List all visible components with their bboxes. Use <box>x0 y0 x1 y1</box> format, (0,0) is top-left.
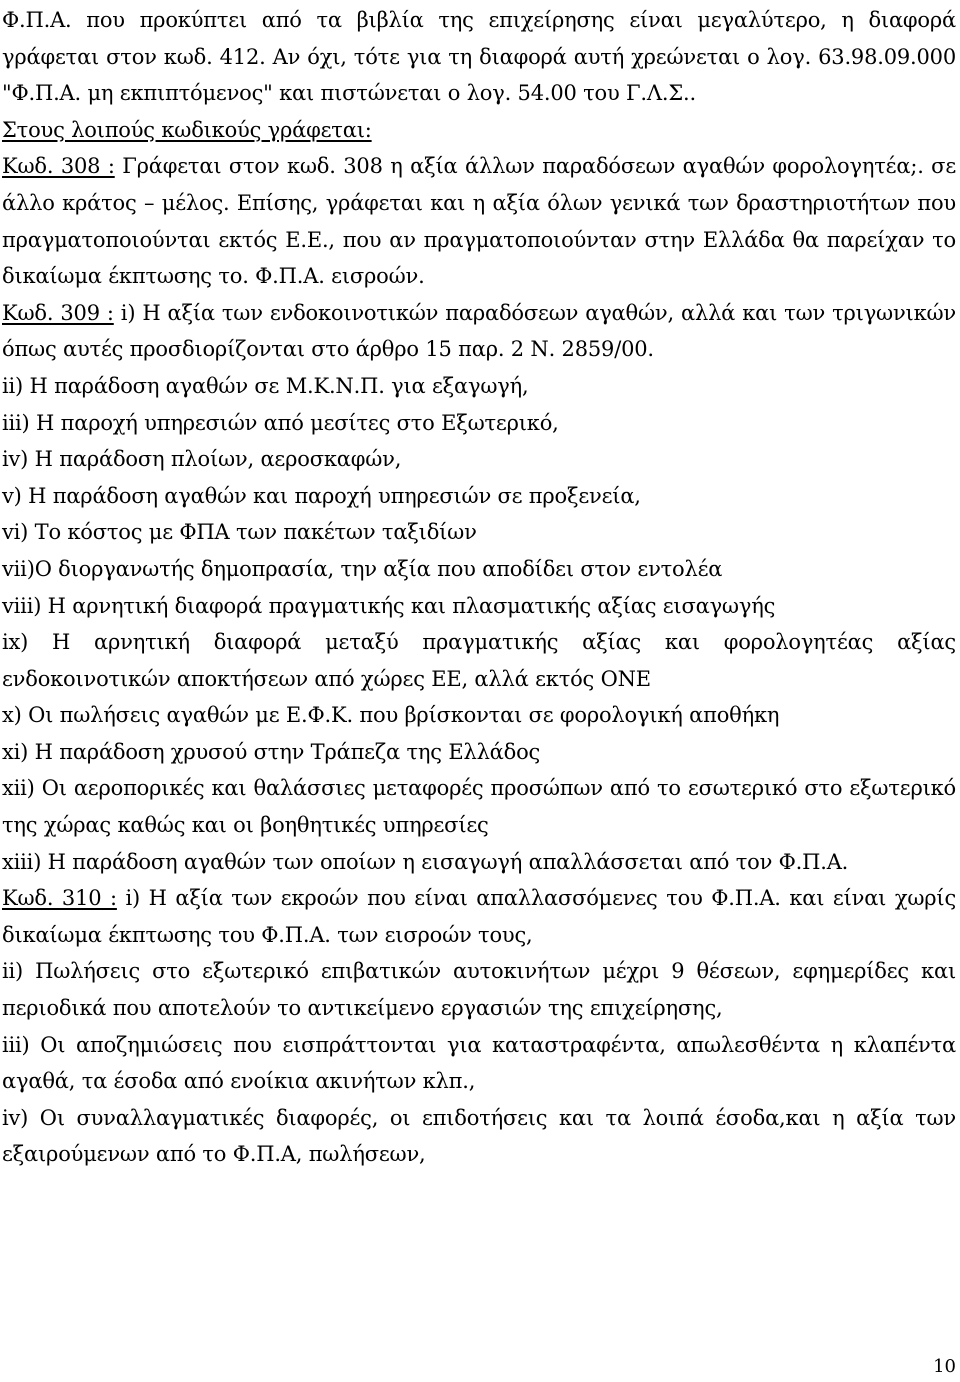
code-310-item: iii) Οι αποζημιώσεις που εισπράττονται για καταστραφέντα, απωλεσθέντα η κλαπέντα αγαθά, τα έσοδα από ενοίκια ακινήτων κλπ., <box>2 1032 956 1094</box>
code-309-item: ix) Η αρνητική διαφορά μεταξύ πραγματικής αξίας και φορολογητέας αξίας ενδοκοινοτικών αποκτήσεων από χώρες ΕΕ, αλλά εκτός ΟΝΕ <box>2 630 956 691</box>
code-309-item: v) Η παράδοση αγαθών και παροχή υπηρεσιών σε προξενεία, <box>2 483 641 508</box>
code-309-item: viii) Η αρνητική διαφορά πραγματικής και πλασματικής αξίας εισαγωγής <box>2 593 776 618</box>
code-310-item: ii) Πωλήσεις στο εξωτερικό επιβατικών αυτοκινήτων μέχρι 9 θέσεων, εφημερίδες και περιοδικά που αποτελούν το αντικείμενο εργασιών της επιχείρησης, <box>2 959 956 1021</box>
other-codes-heading: Στους λοιπούς κωδικούς γράφεται: <box>2 117 372 142</box>
code-308-text: Γράφεται στον κωδ. 308 η αξία άλλων παραδόσεων αγαθών φορολογητέα;. σε άλλο κράτος – μέλος. Επίσης, γράφεται και η αξία όλων γενικά των δραστηριοτήτων που πραγματοποιούνται εκτός Ε.Ε., που αν πραγματοποιούνταν στην Ελλάδα θα παρείχαν το δικαίωμα έκπτωσης το. Φ.Π.Α. εισροών. <box>2 154 956 289</box>
code-309-item: ii) Η παράδοση αγαθών σε Μ.Κ.Ν.Π. για εξαγωγή, <box>2 373 529 398</box>
intro-paragraph: Φ.Π.Α. που προκύπτει από τα βιβλία της επιχείρησης είναι μεγαλύτερο, η διαφορά γράφεται στον κωδ. 412. Αν όχι, τότε για τη διαφορά αυτή χρεώνεται ο λογ. 63.98.09.000 "Φ.Π.Α. μη εκπιπτόμενος" και πιστώνεται ο λογ. 54.00 του Γ.Λ.Σ.. <box>2 8 956 106</box>
code-308-label: Κωδ. 308 : <box>2 154 115 179</box>
code-309-item: xi) Η παράδοση χρυσού στην Τράπεζα της Ελλάδος <box>2 739 541 764</box>
code-309-item: x) Οι πωλήσεις αγαθών με Ε.Φ.Κ. που βρίσκονται σε φορολογική αποθήκη <box>2 703 780 728</box>
code-310-label: Κωδ. 310 : <box>2 886 117 911</box>
page-number: 10 <box>933 1356 956 1377</box>
code-309-item: iv) Η παράδοση πλοίων, αεροσκαφών, <box>2 447 402 472</box>
code-309-item <box>2 295 956 368</box>
code-309-item: xiii) Η παράδοση αγαθών των οποίων η εισαγωγή απαλλάσσεται από τον Φ.Π.Α. <box>2 849 849 874</box>
code-309-item: iii) Η παροχή υπηρεσιών από μεσίτες στο Εξωτερικό, <box>2 410 559 435</box>
code-308-paragraph <box>2 148 956 294</box>
document-body <box>2 2 956 1173</box>
code-309-label: Κωδ. 309 : <box>2 300 114 325</box>
code-309-item-text: i) Η αξία των ενδοκοινοτικών παραδόσεων αγαθών, αλλά και των τριγωνικών όπως αυτές προσδιορίζονται στο άρθρο 15 παρ. 2 Ν. 2859/00. <box>2 300 956 362</box>
code-310-item <box>2 880 956 953</box>
code-309-item: xii) Οι αεροπορικές και θαλάσσιες μεταφορές προσώπων από το εσωτερικό στο εξωτερικό της χώρας καθώς και οι βοηθητικές υπηρεσίες <box>2 776 956 838</box>
code-309-item: vii)Ο διοργανωτής δημοπρασία, την αξία που αποδίδει στον εντολέα <box>2 556 723 581</box>
code-309-item: vi) Το κόστος με ΦΠΑ των πακέτων ταξιδίων <box>2 520 477 545</box>
code-310-item-text: i) Η αξία των εκροών που είναι απαλλασσόμενες του Φ.Π.Α. και είναι χωρίς δικαίωμα έκπτωσης του Φ.Π.Α. των εισροών τους, <box>2 886 957 947</box>
code-310-item: iv) Οι συναλλαγματικές διαφορές, οι επιδοτήσεις και τα λοιπά έσοδα,και η αξία των εξαιρούμενων από το Φ.Π.Α, πωλήσεων, <box>2 1105 956 1167</box>
